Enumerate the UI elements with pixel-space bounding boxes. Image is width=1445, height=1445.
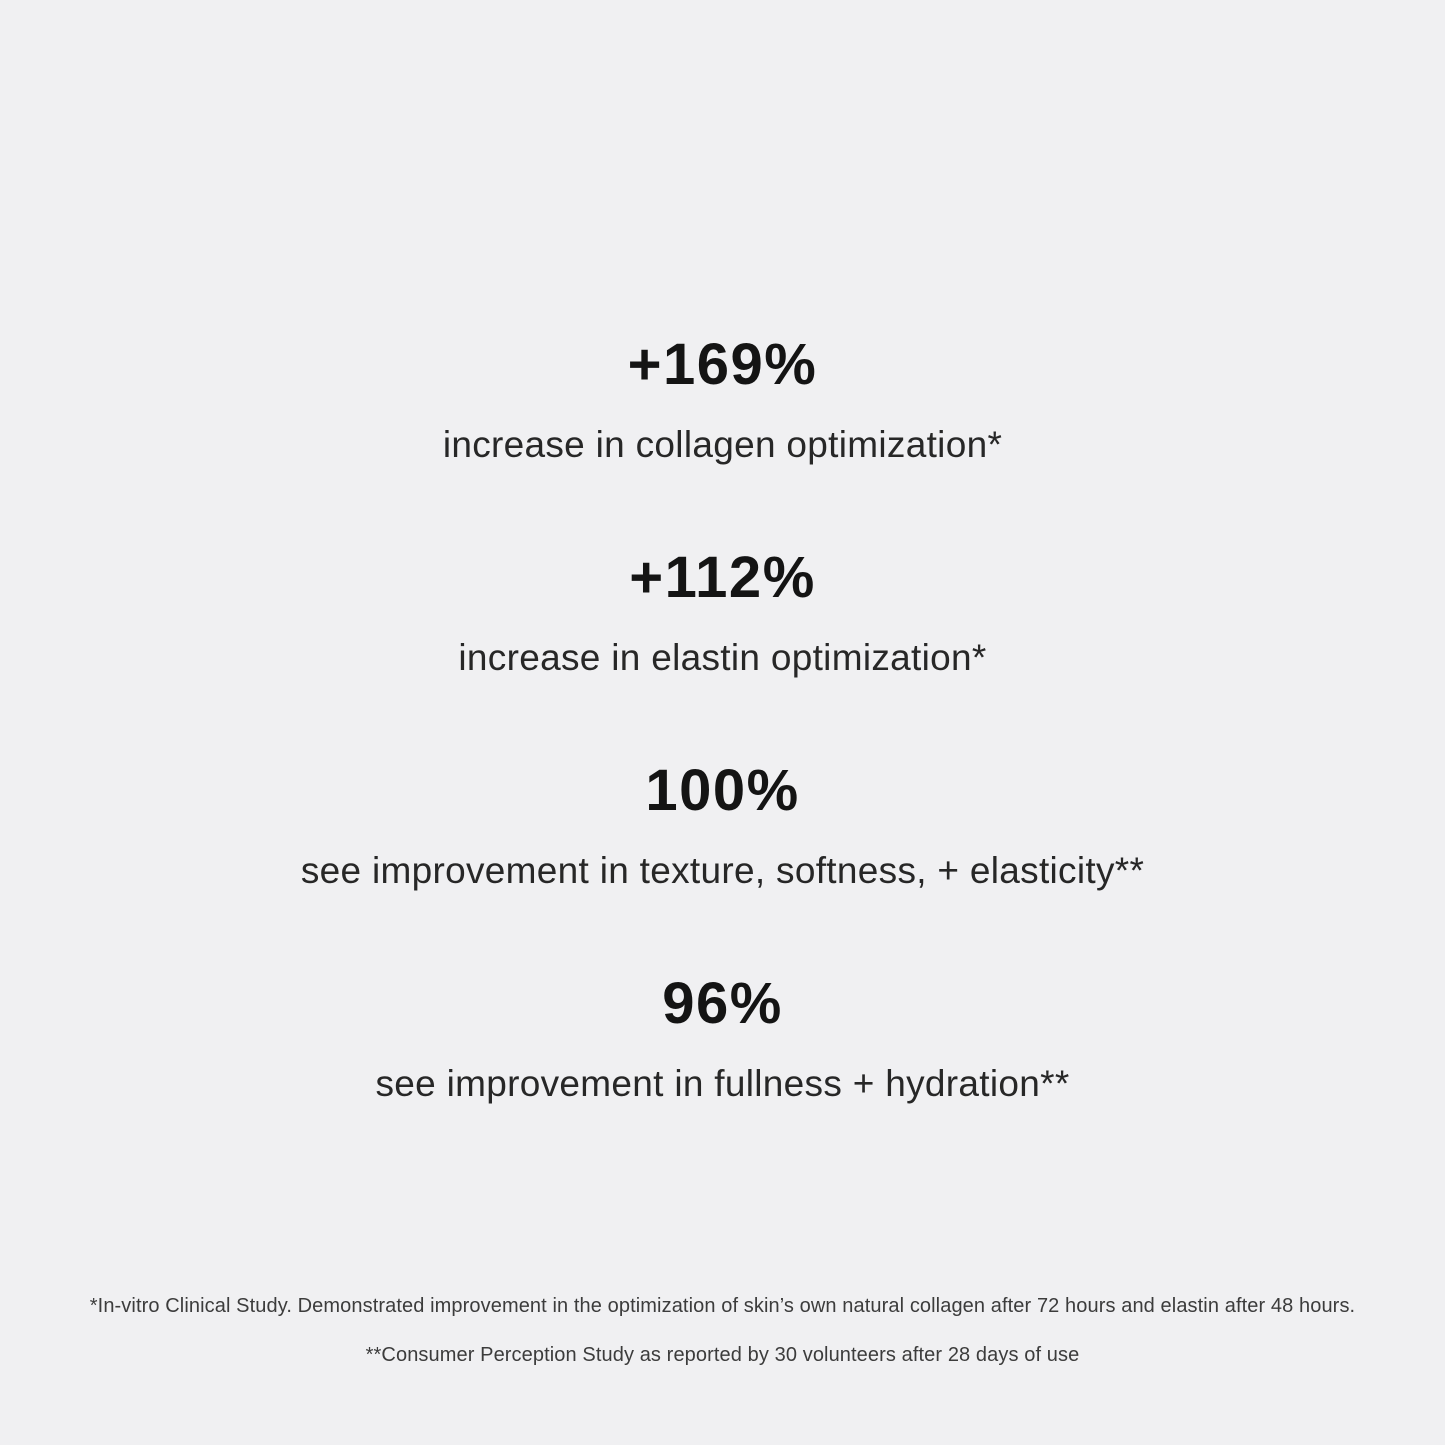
footnote-clinical-study: *In-vitro Clinical Study. Demonstrated improvement in the optimization of skin’s own natural collagen after 72 hours and elastin after 48 hours.: [89, 1295, 1356, 1317]
percent-sign: %: [764, 332, 818, 397]
stat-elastin: [0, 545, 1445, 680]
stat-texture-label: see improvement in texture, softness, + elasticity**: [300, 849, 1145, 891]
stat-elastin-value: [0, 545, 1445, 612]
stat-fullness: [0, 971, 1445, 1106]
stat-fullness-label: see improvement in fullness + hydration**: [375, 1062, 1070, 1104]
stats-column: [0, 332, 1445, 1184]
percent-sign: %: [729, 971, 783, 1037]
percent-sign: %: [762, 545, 816, 611]
percent-sign: %: [746, 758, 800, 824]
stat-texture: [0, 758, 1445, 893]
footnote-consumer-study: **Consumer Perception Study as reported by 30 volunteers after 28 days of use: [365, 1344, 1080, 1366]
stat-elastin-label: increase in elastin optimization*: [458, 636, 987, 678]
stat-collagen: [0, 332, 1445, 467]
stat-texture-number: 100: [645, 758, 747, 824]
stat-texture-value: [0, 758, 1445, 825]
stat-collagen-value: [0, 332, 1445, 399]
stat-elastin-number: +112: [629, 545, 763, 611]
stat-collagen-number: +169: [627, 332, 765, 397]
stat-fullness-number: 96: [662, 971, 730, 1037]
stat-fullness-value: [0, 971, 1445, 1038]
stat-collagen-label: increase in collagen optimization*: [442, 423, 1003, 465]
